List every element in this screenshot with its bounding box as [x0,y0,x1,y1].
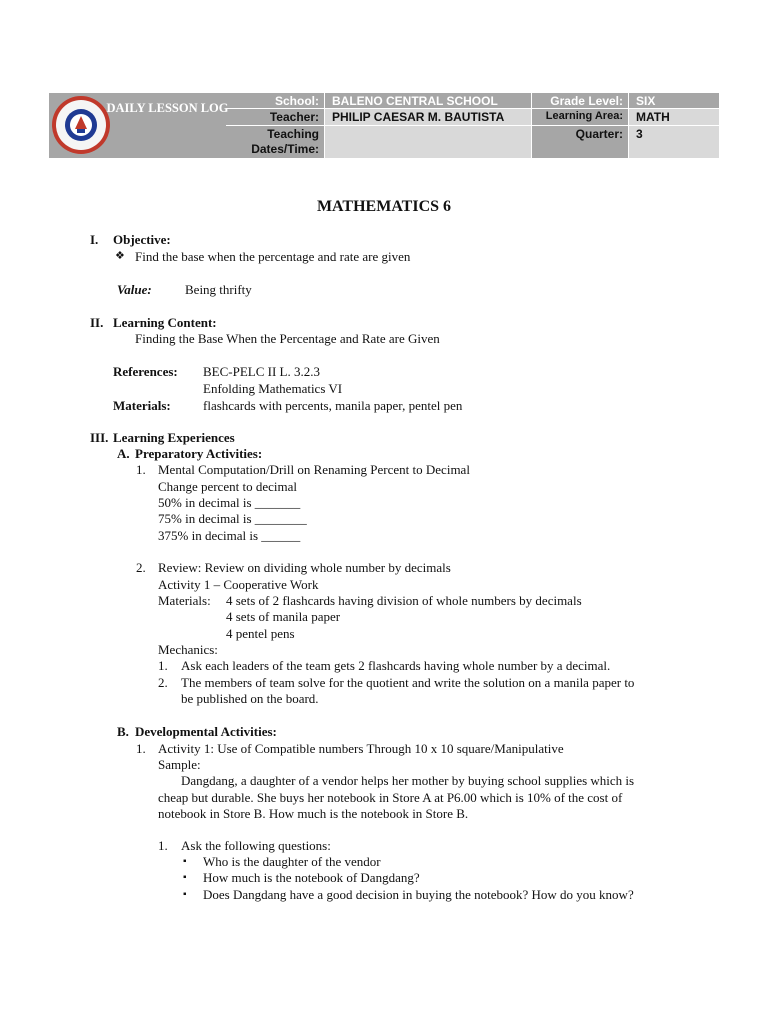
teaching-dates-label-1: Teaching [267,127,319,141]
subsection-b-heading: Developmental Activities: [135,724,277,739]
materials-text: flashcards with percents, manila paper, pentel pen [203,398,463,413]
section-1-heading: Objective: [113,232,171,247]
deped-seal-logo [51,95,111,155]
value-text: Being thrifty [185,282,252,297]
question-2-bullet-icon: ▪ [183,872,187,883]
reference-1: BEC-PELC II L. 3.2.3 [203,364,320,379]
a2-number: 2. [136,560,146,575]
mechanic-2-text-2: be published on the board. [181,691,319,706]
learning-area-label: Learning Area: [545,110,623,122]
school-value: BALENO CENTRAL SCHOOL [332,94,498,108]
teacher-label: Teacher: [269,110,319,124]
a2-materials-label: Materials: [158,593,211,608]
mechanic-1-number: 1. [158,658,168,673]
section-3-number: III. [90,430,109,445]
lesson-log-header [49,93,719,158]
a2-text: Review: Review on dividing whole number by decimals [158,560,451,575]
grade-level-label: Grade Level: [550,94,623,108]
mechanic-2-text-1: The members of team solve for the quotient and write the solution on a manila paper to [181,675,635,690]
teaching-dates-label-2: Dates/Time: [251,142,319,156]
questions-number: 1. [158,838,168,853]
quarter-value: 3 [636,127,643,141]
objective-bullet-icon: ❖ [115,250,125,262]
a1-text: Mental Computation/Drill on Renaming Percent to Decimal [158,462,470,477]
sample-line-3: notebook in Store B. How much is the notebook in Store B. [158,806,469,821]
section-1-number: I. [90,232,99,247]
teacher-value: PHILIP CAESAR M. BAUTISTA [332,110,505,124]
mechanic-1-text: Ask each leaders of the team gets 2 flashcards having whole number by a decimal. [181,658,611,673]
subsection-b-label: B. [117,724,129,739]
log-title: DAILY LESSON LOG [106,101,229,115]
page-title: MATHEMATICS 6 [316,198,452,215]
b1-text: Activity 1: Use of Compatible numbers Through 10 x 10 square/Manipulative [158,741,564,756]
grade-level-value: SIX [636,94,656,108]
a1-line-4: 375% in decimal is ______ [158,528,301,543]
a2-line-1: Activity 1 – Cooperative Work [158,577,319,592]
a2-material-2: 4 sets of manila paper [226,609,341,624]
mechanic-2-number: 2. [158,675,168,690]
subsection-a-label: A. [117,446,130,461]
a2-material-3: 4 pentel pens [226,626,295,641]
section-2-heading: Learning Content: [113,315,217,330]
sample-line-1: Dangdang, a daughter of a vendor helps her mother by buying school supplies which is [181,773,635,788]
value-label: Value: [117,282,152,297]
school-label: School: [275,94,319,108]
a1-line-3: 75% in decimal is ________ [158,511,307,526]
a2-material-1: 4 sets of 2 flashcards having division of whole numbers by decimals [226,593,582,608]
question-2: How much is the notebook of Dangdang? [203,870,420,885]
subsection-a-heading: Preparatory Activities: [135,446,263,461]
b1-number: 1. [136,741,146,756]
question-1: Who is the daughter of the vendor [203,854,381,869]
question-1-bullet-icon: ▪ [183,856,187,867]
quarter-label: Quarter: [575,127,623,141]
question-3: Does Dangdang have a good decision in buying the notebook? How do you know? [203,887,634,902]
a1-line-1: Change percent to decimal [158,479,297,494]
objective-text: Find the base when the percentage and rate are given [135,249,411,264]
learning-area-value: MATH [636,110,670,124]
references-label: References: [113,364,178,379]
sample-label: Sample: [158,757,201,772]
a1-number: 1. [136,462,146,477]
mechanics-label: Mechanics: [158,642,218,657]
question-3-bullet-icon: ▪ [183,889,187,900]
materials-label: Materials: [113,398,171,413]
reference-2: Enfolding Mathematics VI [203,381,343,396]
questions-intro: Ask the following questions: [181,838,331,853]
section-2-number: II. [90,315,104,330]
a1-line-2: 50% in decimal is _______ [158,495,301,510]
sample-line-2: cheap but durable. She buys her notebook in Store A at P6.00 which is 10% of the cost of [158,790,623,805]
content-text: Finding the Base When the Percentage and Rate are Given [135,331,440,346]
section-3-heading: Learning Experiences [113,430,235,445]
